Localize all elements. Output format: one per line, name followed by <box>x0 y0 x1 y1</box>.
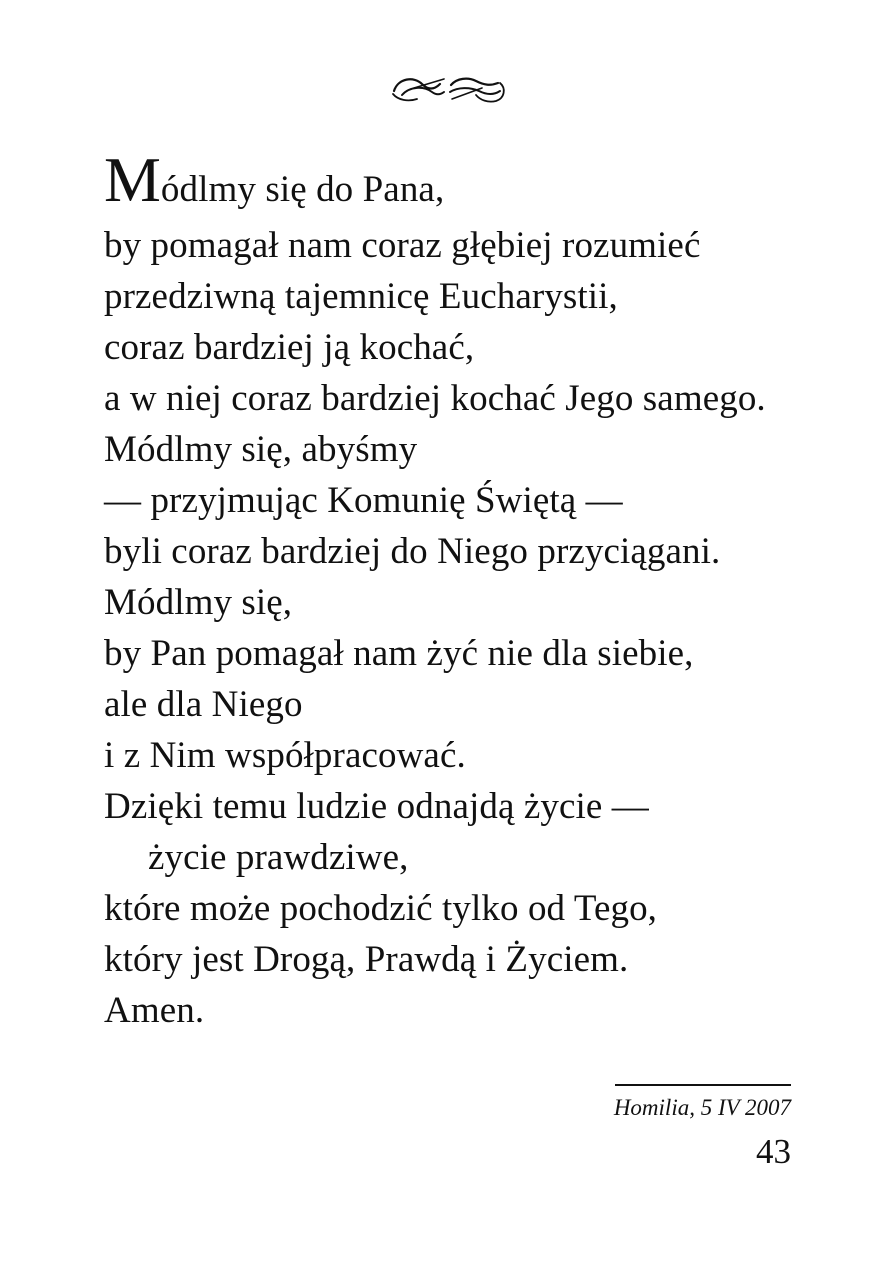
poem-line: by Pan pomagał nam żyć nie dla siebie, <box>104 633 694 674</box>
poem-line: Módlmy się, <box>104 582 293 623</box>
flourish-ornament-icon <box>384 68 509 108</box>
prayer-text <box>104 144 844 1036</box>
poem-line: Amen. <box>104 990 205 1031</box>
poem-line: a w niej coraz bardziej kochać Jego samego. <box>104 378 766 419</box>
poem-line-indented: życie prawdziwe, <box>148 837 409 878</box>
page-number: 43 <box>756 1132 791 1171</box>
poem-line: — przyjmując Komunię Świętą — <box>104 480 623 521</box>
poem-line: Dzięki temu ludzie odnajdą życie — <box>104 786 649 827</box>
footer-rule <box>615 1084 791 1086</box>
poem-line: coraz bardziej ją kochać, <box>104 327 475 368</box>
poem-line: byli coraz bardziej do Niego przyciągani. <box>104 531 721 572</box>
poem-line: które może pochodzić tylko od Tego, <box>104 888 658 929</box>
poem-line: ale dla Niego <box>104 684 303 725</box>
source-citation: Homilia, 5 IV 2007 <box>613 1095 791 1120</box>
poem-line: Módlmy się, abyśmy <box>104 429 418 470</box>
poem-line: który jest Drogą, Prawdą i Życiem. <box>104 939 629 980</box>
poem-line <box>104 144 844 220</box>
poem-line: by pomagał nam coraz głębiej rozumieć <box>104 225 701 266</box>
poem-line: przedziwną tajemnicę Eucharystii, <box>104 276 618 317</box>
drop-cap: M <box>104 144 161 215</box>
poem-line: i z Nim współpracować. <box>104 735 466 776</box>
first-line-text: ódlmy się do Pana, <box>160 169 445 210</box>
